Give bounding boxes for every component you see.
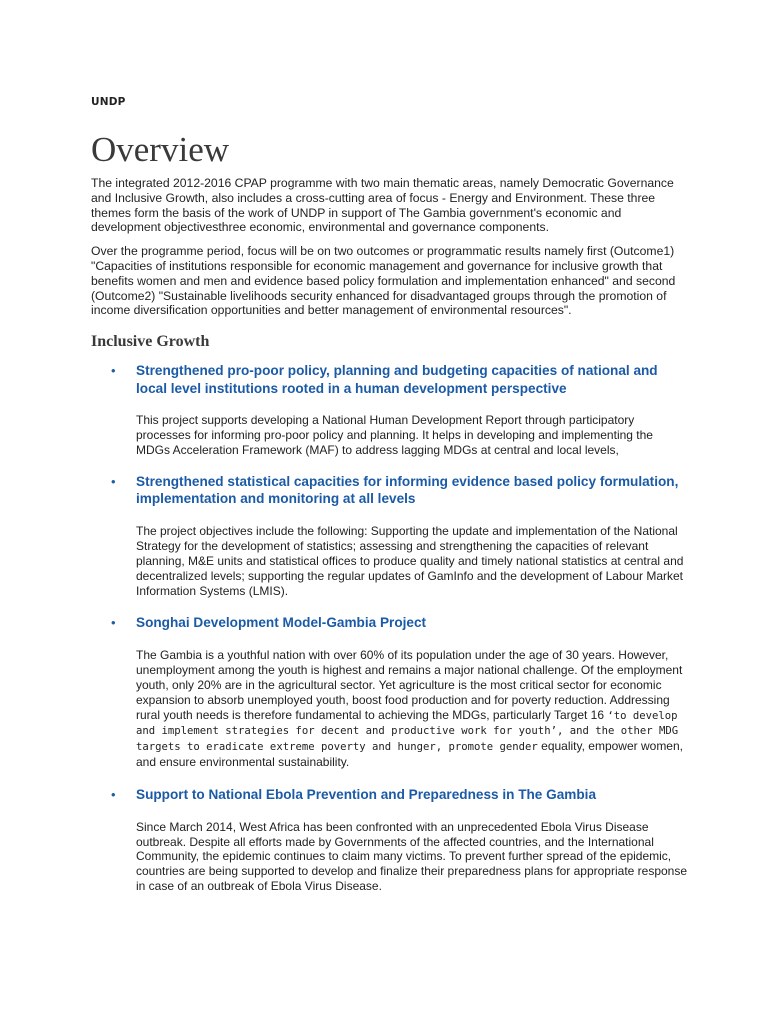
- list-item-body: This project supports developing a National Human Development Report through participatory processes for informing pro-poor policy and planning. It helps in developing and implementing the MDGs Acceleration Framework (MAF) to address lagging MDGs at central and local levels,: [136, 413, 653, 457]
- list-item-body: The project objectives include the following: Supporting the update and implementation of the National Strategy for the development of statistics; assessing and strengthening the capacities of relevant planning, M&E units and statistical offices to produce quality and timely national statistics at central and decentralized levels; supporting the regular updates of GamInfo and the development of Labour Market Information Systems (LMIS).: [136, 523, 684, 598]
- list-item-body-part: equality, empower women, and ensure environmental sustainability.: [136, 739, 683, 770]
- bullet-icon: •: [111, 473, 116, 489]
- list-item-body-part: The Gambia is a youthful nation with over 60% of its population under the age of 30 years. However, unemployment among the youth is highest and remains a major national challenge. Of the employment youth, only 20% are in the agricultural sector. Yet agriculture is the most critical sector for economic expansion to absorb unemployed youth, boost food production and for poverty reduction. Addressing rural youth needs is therefore fundamental to achieving the MDGs, particularly Target 16: [136, 647, 683, 722]
- page-title: Overview: [91, 130, 230, 169]
- document-page: [91, 96, 689, 894]
- list-item-title: Songhai Development Model-Gambia Project: [136, 615, 427, 631]
- section-heading: Inclusive Growth: [91, 333, 210, 351]
- list-item-title: Strengthened statistical capacities for informing evidence based policy formulation, implementation and monitoring at all levels: [136, 473, 679, 507]
- bullet-icon: •: [111, 787, 116, 803]
- list-item: [91, 786, 689, 894]
- list-item-body: [136, 648, 689, 770]
- list-item: [91, 473, 689, 599]
- list-item-body-quote: ‘to develop and implement strategies for decent and productive work for youth’, and the other MDG targets to eradicate extreme poverty and hunger, promote gender: [136, 709, 679, 754]
- list-item-body: Since March 2014, West Africa has been confronted with an unprecedented Ebola Virus Disease outbreak. Despite all efforts made by Governments of the affected countries, and the International Community, the epidemic continues to claim many victims. To prevent further spread of the epidemic, countries are being supported to develop and finalize their preparedness plans for appropriate response in case of an outbreak of Ebola Virus Disease.: [136, 819, 688, 894]
- intro-paragraph-1: The integrated 2012-2016 CPAP programme with two main thematic areas, namely Democratic Governance and Inclusive Growth, also includes a cross-cutting area of focus - Energy and Environment. These three themes form the basis of the work of UNDP in support of The Gambia government's economic and development objectivesthree economic, environmental and governance components.: [91, 176, 674, 235]
- list-item-title: Support to National Ebola Prevention and Preparedness in The Gambia: [136, 787, 597, 803]
- org-label: UNDP: [91, 96, 126, 108]
- intro-paragraph-2: Over the programme period, focus will be on two outcomes or programmatic results namely first (Outcome1) "Capacities of institutions responsible for economic management and governance for inclusive growth that benefits women and men and evidence based policy formulation and implementation enhanced" and second (Outcome2) "Sustainable livelihoods security enhanced for disadvantaged groups through the promotion of income diversification opportunities and better management of environmental resources".: [91, 244, 676, 318]
- list-item-title: Strengthened pro-poor policy, planning and budgeting capacities of national and local level institutions rooted in a human development perspective: [136, 363, 658, 396]
- bullet-icon: •: [111, 615, 116, 631]
- list-item: [91, 362, 689, 458]
- list-item: [91, 614, 689, 770]
- project-list: [91, 362, 689, 894]
- bullet-icon: •: [111, 363, 116, 379]
